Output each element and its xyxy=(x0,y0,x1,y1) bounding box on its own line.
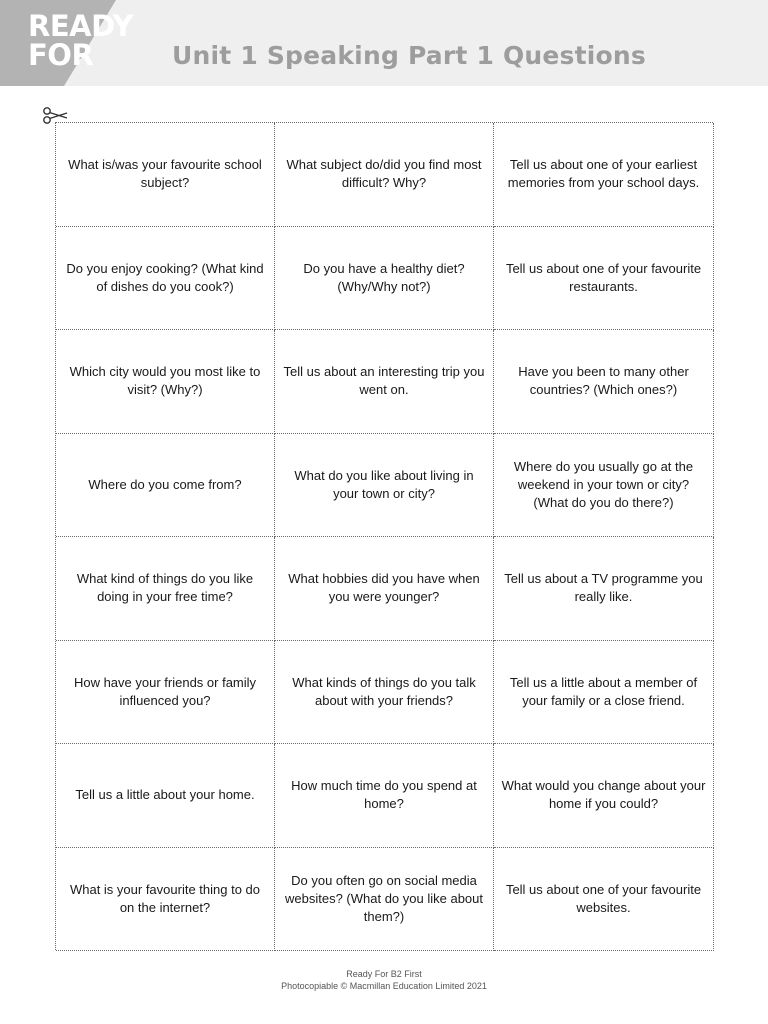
question-card: Do you have a healthy diet? (Why/Why not?) xyxy=(275,227,494,331)
question-card: What is/was your favourite school subject? xyxy=(56,123,275,227)
question-card: Tell us about an interesting trip you went on. xyxy=(275,330,494,434)
question-card: What is your favourite thing to do on the internet? xyxy=(56,848,275,952)
question-card: What kinds of things do you talk about with your friends? xyxy=(275,641,494,745)
logo-line2: FOR xyxy=(28,38,94,72)
question-card: What do you like about living in your town or city? xyxy=(275,434,494,538)
question-card: Tell us a little about your home. xyxy=(56,744,275,848)
question-card: Tell us about a TV programme you really like. xyxy=(494,537,714,641)
question-card: Tell us about one of your favourite websites. xyxy=(494,848,714,952)
question-card: Do you enjoy cooking? (What kind of dishes do you cook?) xyxy=(56,227,275,331)
question-card: How much time do you spend at home? xyxy=(275,744,494,848)
question-card: What kind of things do you like doing in your free time? xyxy=(56,537,275,641)
page-title: Unit 1 Speaking Part 1 Questions xyxy=(172,41,647,70)
question-card: What hobbies did you have when you were younger? xyxy=(275,537,494,641)
question-card: What subject do/did you find most difficult? Why? xyxy=(275,123,494,227)
logo xyxy=(28,9,134,72)
question-card: What would you change about your home if you could? xyxy=(494,744,714,848)
question-card: How have your friends or family influenced you? xyxy=(56,641,275,745)
question-card: Where do you come from? xyxy=(56,434,275,538)
page-footer xyxy=(0,968,768,992)
question-card: Which city would you most like to visit? (Why?) xyxy=(56,330,275,434)
question-card: Have you been to many other countries? (Which ones?) xyxy=(494,330,714,434)
footer-book-title: Ready For B2 First xyxy=(346,969,422,979)
question-card: Tell us about one of your favourite restaurants. xyxy=(494,227,714,331)
question-card: Tell us about one of your earliest memories from your school days. xyxy=(494,123,714,227)
footer-copyright: Photocopiable © Macmillan Education Limited 2021 xyxy=(281,981,487,991)
question-cards-grid xyxy=(55,122,713,950)
question-card: Tell us a little about a member of your family or a close friend. xyxy=(494,641,714,745)
logo-line1: READY xyxy=(28,9,134,43)
question-card: Do you often go on social media websites? (What do you like about them?) xyxy=(275,848,494,952)
question-card: Where do you usually go at the weekend in your town or city? (What do you do there?) xyxy=(494,434,714,538)
page-header xyxy=(0,0,768,86)
